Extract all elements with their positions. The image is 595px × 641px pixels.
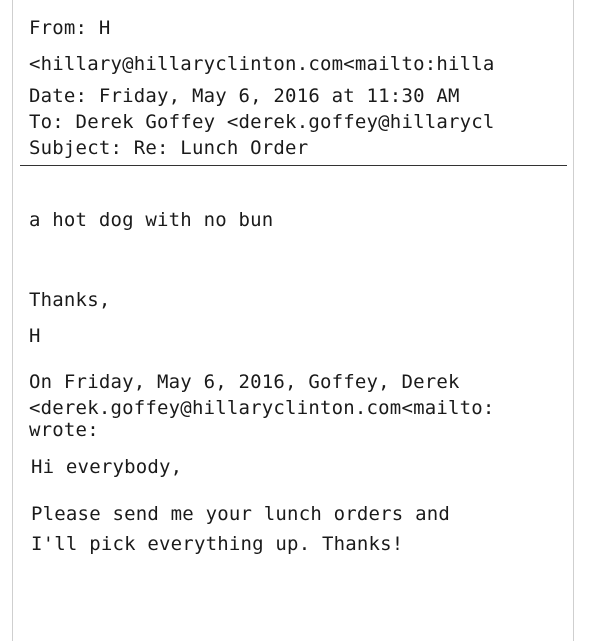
quoted-attribution-line1: On Friday, May 6, 2016, Goffey, Derek [29, 371, 460, 393]
reply-signature: H [29, 325, 41, 347]
from-address: <hillary@hillaryclinton.com<mailto:hilla [29, 53, 495, 75]
subject-line: Subject: Re: Lunch Order [29, 137, 309, 159]
header-divider [20, 165, 567, 166]
quoted-attribution-line2: <derek.goffey@hillaryclinton.com<mailto: [29, 397, 495, 419]
quoted-greeting: Hi everybody, [31, 456, 183, 478]
date-line: Date: Friday, May 6, 2016 at 11:30 AM [29, 85, 460, 107]
quoted-attribution-line3: wrote: [29, 419, 99, 441]
from-line: From: H [29, 17, 111, 39]
email-page [12, 0, 574, 641]
reply-body: a hot dog with no bun [29, 209, 274, 231]
quoted-body-line1: Please send me your lunch orders and [31, 503, 451, 525]
reply-closing: Thanks, [29, 289, 111, 311]
to-line: To: Derek Goffey <derek.goffey@hillarycl [29, 111, 495, 133]
quoted-body-line2: I'll pick everything up. Thanks! [31, 533, 404, 555]
